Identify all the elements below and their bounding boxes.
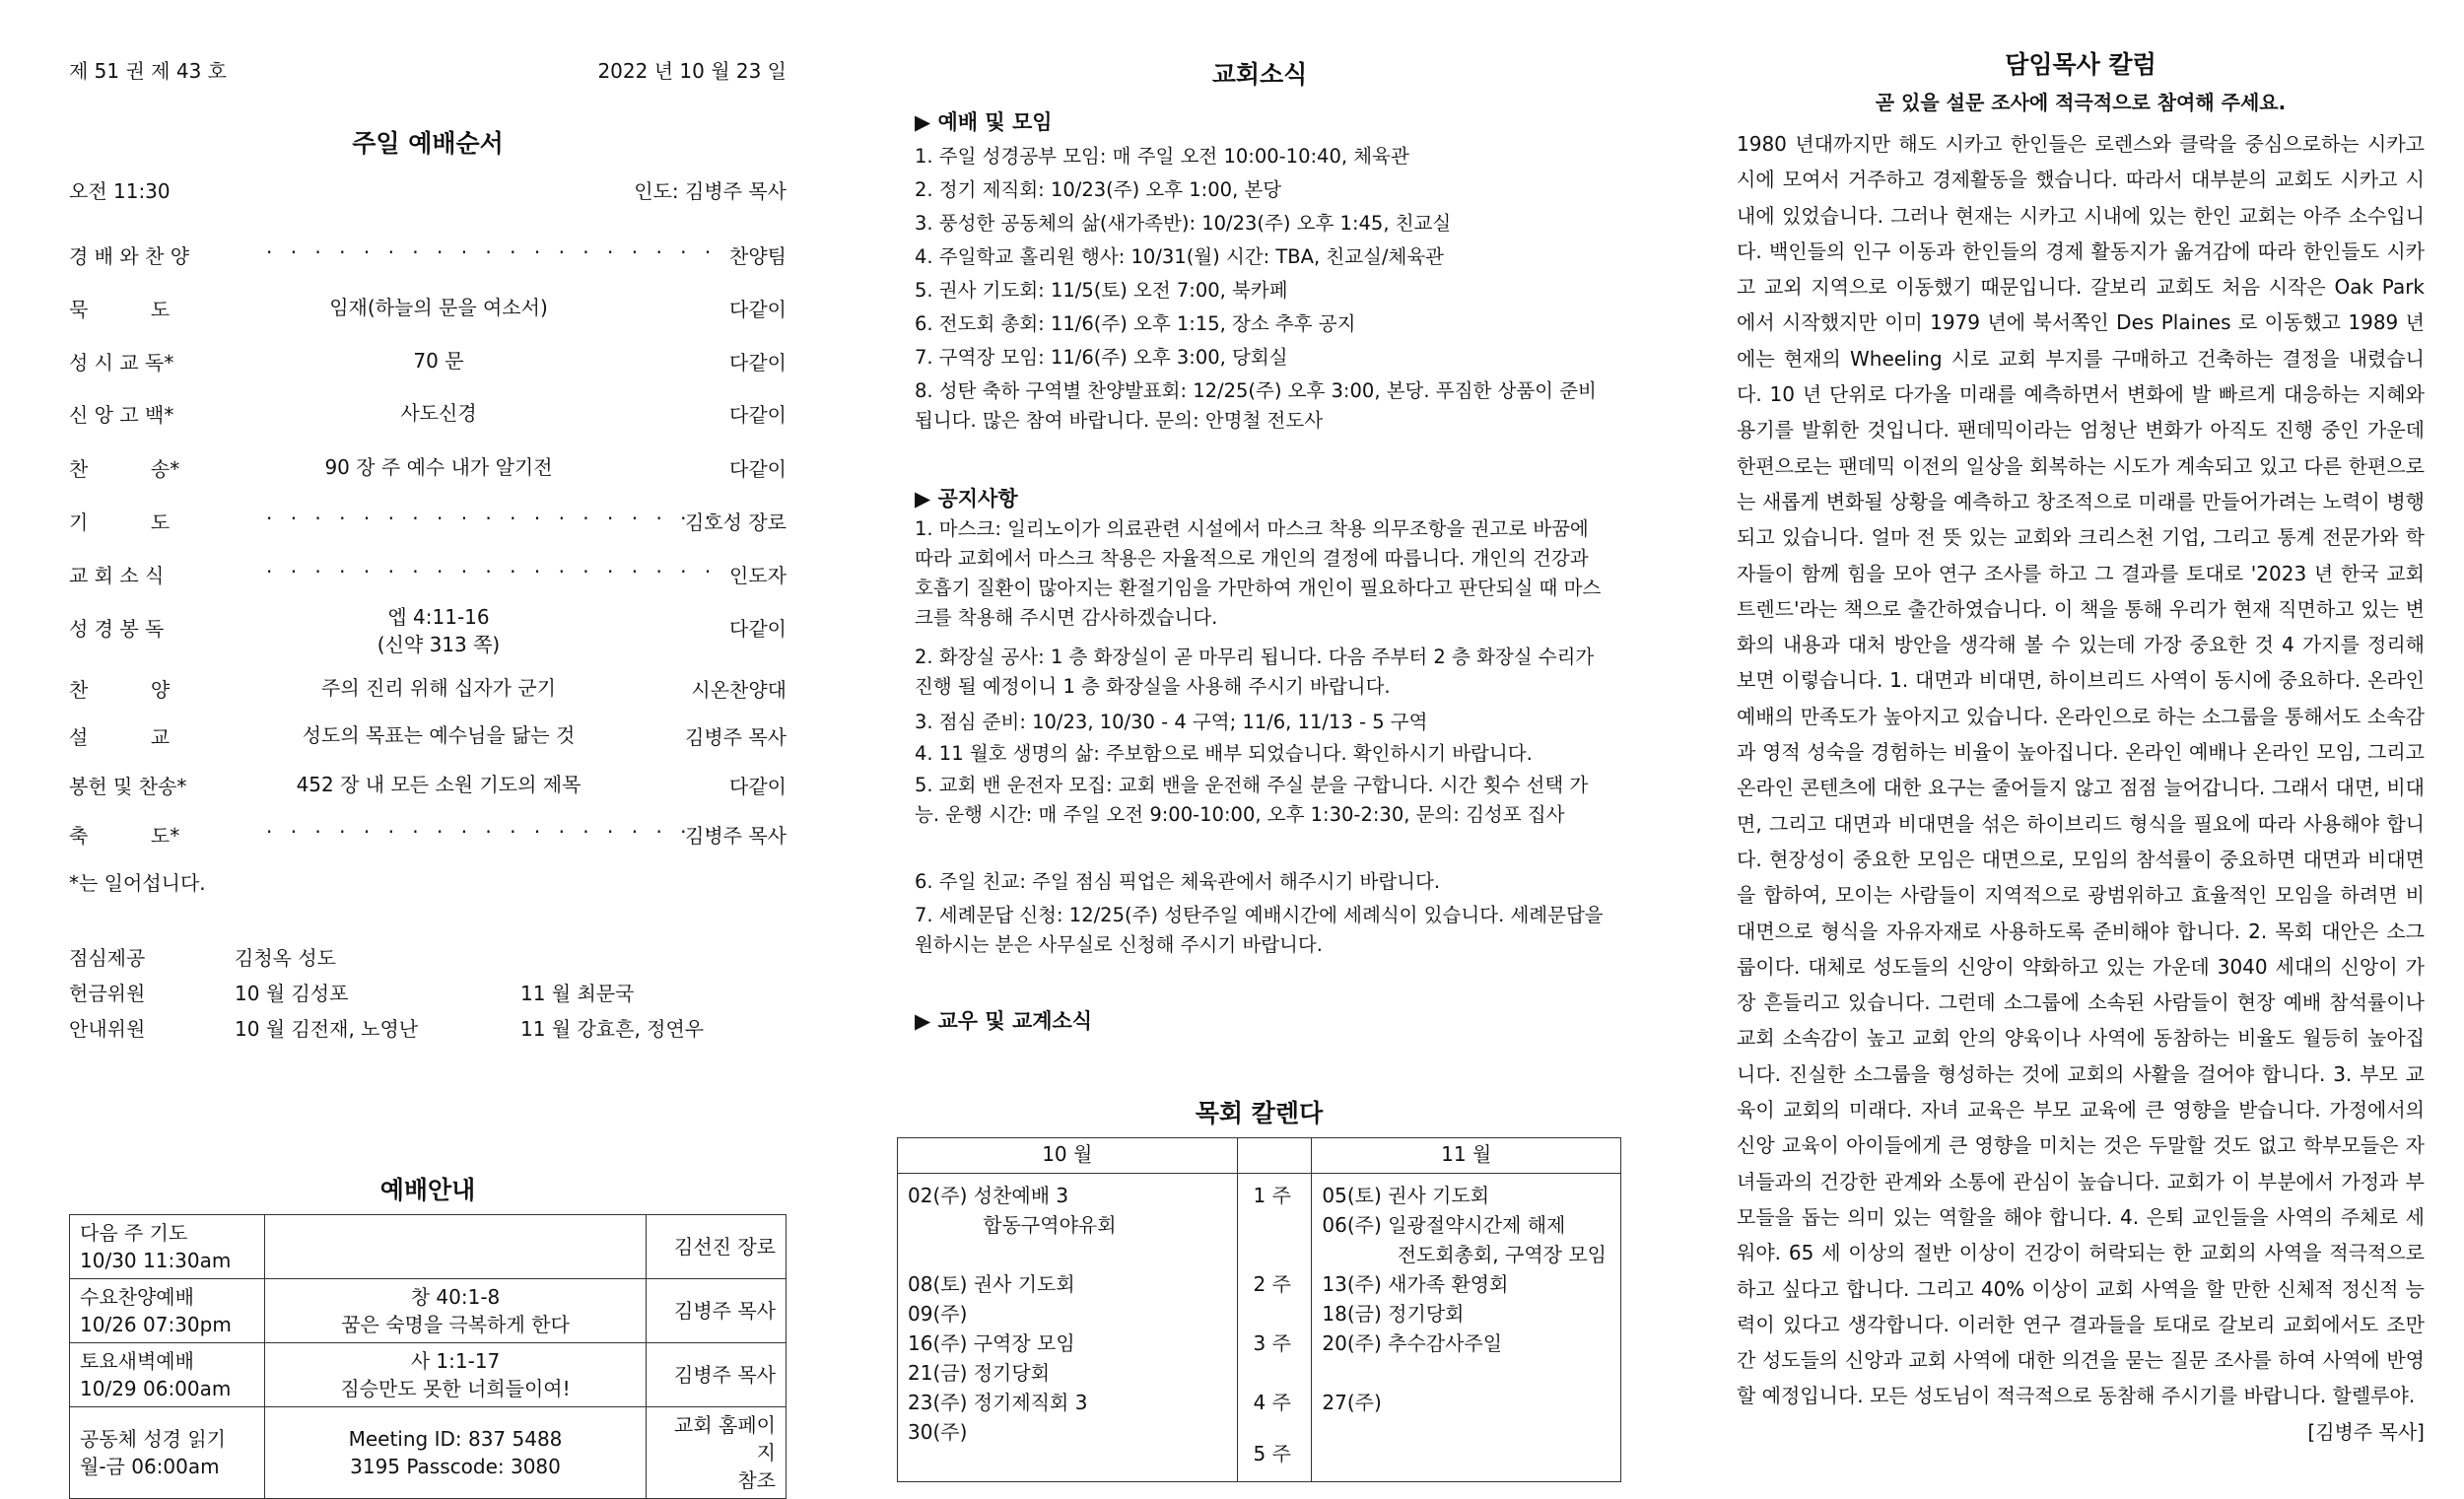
staff-oct: 10 월 김전재, 노영난 [235,1017,419,1041]
worship-item-content-line: 성도의 목표는 예수님을 닮는 것 [302,723,576,747]
worship-item-name: 봉헌 및 찬송* [69,775,187,798]
volume-number: 제 51 권 제 43 호 [69,59,227,83]
service-name: 다음 주 기도 [80,1221,188,1245]
worship-item-person: 다같이 [729,775,787,798]
staff-role: 안내위원 [69,1017,146,1041]
worship-item [69,240,787,280]
staff-row [69,942,759,974]
staff-nov: 11 월 최문국 [520,982,635,1005]
worship-info-table [69,1214,787,1499]
worship-item-person: 인도자 [729,564,787,587]
news-item: 4. 11 월호 생명의 삶: 주보함으로 배부 되었습니다. 확인하시기 바랍니다. [915,742,1533,765]
info-person: 김선진 장로 [674,1235,776,1259]
worship-info-person [647,1279,787,1343]
pastor-column-text: 1980 년대까지만 해도 시카고 한인들은 로렌스와 클락을 중심으로하는 시카고시에 모여서 거주하고 경제활동을 했습니다. 따라서 대부분의 교회도 시카고 시내에 있었습니다. 그러나 현재는 시카고 시내에 있는 한인 교회는 아주 소수입니다. 백인들의 인구 이동과 한인들의 경제 활동지가 옮겨감에 따라 한인들도 시카고 교외 지역으로 이동했기 때문입니다. 갈보리 교회도 처음 시작은 Oak Park 에서 시작했지만 이미 1979 년에 북서쪽인 Des Plaines 로 이동했고 1989 년에는 현재의 Wheeling 시로 교회 부지를 구매하고 건축하는 결정을 내렸습니다. 10 년 단위로 다가올 미래를 예측하면서 변화에 발 빠르게 대응하는 지혜와 용기를 발휘한 것입니다. 팬데믹이라는 엄청난 변화가 아직도 진행 중인 가운데 한편으로는 팬데믹 이전의 일상을 회복하는 시도가 계속되고 있고 다른 한편으로는 새롭게 변화될 상황을 예측하고 창조적으로 미래를 만들어가려는 노력이 병행되고 있습니다. 얼마 전 뜻 있는 교회와 크리스천 기업, 그리고 통계 전문가와 학자들이 함께 힘을 모아 연구 조사를 하고 그 결과를 토대로 '2023 년 한국 교회 트렌드'라는 책으로 출간하였습니다. 이 책을 통해 우리가 현재 직면하고 있는 변화의 내용과 대처 방안을 생각해 볼 수 있는데 가장 중요한 것 4 가지를 정리해 보면 이렇습니다. 1. 대면과 비대면, 하이브리드 사역이 동시에 중요하다. 온라인 예배의 만족도가 높아지고 있습니다. 온라인으로 하는 소그룹을 통해서도 소속감과 영적 성숙을 경험하는 비율이 높아집니다. 온라인 예배나 온라인 모임, 그리고 온라인 콘텐츠에 대한 요구는 줄어들지 않고 점점 늘어갑니다. 그래서 대면, 비대면, 그리고 대면과 비대면을 섞은 하이브리드 형식을 필요에 따라 사용해야 합니다. 현장성이 중요한 모임은 대면으로, 모임의 참석률이 중요하면 대면과 비대면을 합하여, 모이는 사람들이 지역적으로 광범위하고 효율적인 모임을 하려면 비대면으로 형식을 자유자재로 사용하도록 준비해야 합니다. 2. 목회 대안은 소그룹이다. 대체로 성도들의 신앙이 약화하고 있는 가운데 3040 세대의 신앙이 가장 흔들리고 있습니다. 그런데 소그룹에 소속된 사람들이 현장 예배 참석률이나 교회 소속감이 높고 교회 안의 양육이나 사역에 동참하는 비율도 월등히 높아집니다. 진실한 소그룹을 형성하는 것에 교회의 사활을 걸어야 합니다. 3. 부모 교육이 교회의 미래다. 자녀 교육은 부모 교육에 큰 영향을 받습니다. 가정에서의 신앙 교육이 아이들에게 큰 영향을 미치는 것은 두말할 것도 없고 학부모들은 자녀들과의 건강한 관계와 소통에 관심이 높습니다. 교회가 이 부분에서 가정과 부모들을 돕는 의미 있는 역할을 해야 합니다. 4. 은퇴 교인들을 사역의 주체로 세워야. 65 세 이상의 절반 이상이 건강이 허락되는 한 교회의 사역을 적극적으로 하고 싶다고 합니다. 그리고 40% 이상이 교회 사역을 할 만한 신체적 정신적 능력이 있다고 생각합니다. 이러한 연구 결과들을 토대로 갈보리 교회에서도 조만간 성도들의 신앙과 교회 사역에 대한 의견을 묻는 질문 조사를 하여 사역에 반영할 예정입니다. 모든 성도님이 적극적으로 동참해 주시기를 바랍니다. 할렐루야. [1737,132,2425,1408]
worship-item-person: 시온찬양대 [691,678,787,702]
staff-oct: 10 월 김성포 [235,982,349,1005]
worship-info-person [647,1407,787,1499]
worship-info-text [264,1279,646,1343]
bulletin-date: 2022 년 10 월 23 일 [597,59,787,83]
info-line: 사 1:1-17 [410,1349,501,1373]
worship-info-service [70,1279,265,1343]
worship-info-row [70,1279,787,1343]
service-datetime: 10/29 06:00am [80,1377,232,1400]
calendar-title: 목회 칼렌다 [1195,1099,1324,1127]
news-item: 3. 풍성한 공동체의 삶(새가족반): 10/23(주) 오후 1:45, 친교실 [915,212,1452,235]
info-line: 꿈은 숙명을 극복하게 한다 [341,1313,570,1336]
calendar-event: 02(주) 성찬예배 3 [908,1184,1069,1207]
worship-item-person: 다같이 [729,457,787,481]
worship-item [69,605,787,656]
worship-item-content [227,721,650,749]
news-item: 6. 전도회 총회: 11/6(주) 오후 1:15, 장소 추후 공지 [915,312,1356,335]
church-news-title: 교회소식 [1211,60,1308,89]
worship-item [69,674,787,714]
section-heading-members: ▶ 교우 및 교계소식 [915,1009,1093,1033]
info-person: 김병주 목사 [674,1299,776,1323]
calendar-event: 27(주) [1322,1391,1382,1414]
worship-item-name: 성 시 교 독* [69,351,174,375]
news-item: 4. 주일학교 홀리원 행사: 10/31(월) 시간: TBA, 친교실/체육관 [915,245,1445,268]
staff-row [69,978,759,1009]
worship-info-service [70,1215,265,1279]
calendar-week-label: 4 주 [1253,1391,1291,1414]
news-item: 5. 교회 밴 운전자 모집: 교회 밴을 운전해 주실 분을 구합니다. 시간 횟수 선택 가능. 운행 시간: 매 주일 오전 9:00-10:00, 오후 1:30-2:30, 문의: 김성포 집사 [915,774,1589,826]
worship-item-name: 기 도 [69,511,171,534]
section-heading-worship: ▶ 예배 및 모임 [915,110,1053,134]
info-line: 3195 Passcode: 3080 [350,1455,561,1478]
leader-dots: · · · · · · · · · · · · · · · · · · · [266,240,718,264]
news-item: 7. 구역장 모임: 11/6(주) 오후 3:00, 당회실 [915,346,1288,369]
worship-item-name: 경 배 와 찬 양 [69,244,190,268]
calendar-event: 합동구역야유회 [908,1213,1117,1237]
worship-item-name: 설 교 [69,725,171,749]
worship-item [69,721,787,761]
info-line: Meeting ID: 837 5488 [348,1427,563,1451]
calendar-oct-events [898,1174,1237,1481]
info-person: 교회 홈페이지 [674,1413,776,1465]
worship-item [69,820,787,859]
worship-item-content-line: 주의 진리 위해 십자가 군기 [321,676,556,700]
service-datetime: 10/26 07:30pm [80,1313,232,1336]
info-line: 짐승만도 못한 너희들이여! [340,1377,571,1400]
worship-item-content-line: 70 문 [413,349,464,373]
calendar-event: 20(주) 추수감사주일 [1322,1331,1503,1355]
staff-oct: 김청옥 성도 [235,946,336,970]
worship-item-content-line: 452 장 내 모든 소원 기도의 제목 [296,773,582,796]
service-leader: 인도: 김병주 목사 [634,179,787,203]
news-item: 1. 마스크: 일리노이가 의료관련 시설에서 마스크 착용 의무조항을 권고로 바꿈에 따라 교회에서 마스크 착용은 자율적으로 개인의 결정에 따릅니다. 개인의 건강과 호흡기 질환이 많아지는 환절기임을 가만하여 개인이 필요하다고 판단되실 때 마스크를 착용해 주시면 감사하겠습니다. [915,517,1602,629]
calendar-event: 전도회총회, 구역장 모임 [1322,1243,1607,1266]
worship-item-name: 성 경 봉 독 [69,617,165,641]
worship-item-content [227,771,650,798]
calendar-event: 23(주) 정기제직회 3 [908,1391,1088,1414]
calendar-week-label: 2 주 [1253,1272,1291,1296]
calendar-event: 06(주) 일광절약시간제 해제 [1322,1213,1566,1237]
service-name: 토요새벽예배 [80,1349,194,1373]
worship-item-name: 교 회 소 식 [69,564,165,587]
worship-item-person: 찬양팀 [729,244,787,268]
news-item: 2. 정기 제직회: 10/23(주) 오후 1:00, 본당 [915,178,1282,201]
calendar-week-label: 5 주 [1253,1442,1291,1465]
calendar-event: 08(토) 권사 기도회 [908,1272,1075,1296]
leader-dots: · · · · · · · · · · · · · · · · · · · [266,560,718,583]
worship-info-service [70,1343,265,1407]
news-item: 5. 권사 기도회: 11/5(토) 오전 7:00, 북카페 [915,279,1288,302]
worship-item-content-line: 엡 4:11-16 [387,605,490,629]
worship-info-row [70,1343,787,1407]
calendar-week-label: 3 주 [1253,1331,1291,1355]
worship-item-content-line: 사도신경 [400,401,477,425]
pastor-column-subtitle: 곧 있을 설문 조사에 적극적으로 참여해 주세요. [1875,91,2287,114]
worship-item [69,560,787,599]
info-person-extra: 참조 [737,1468,776,1492]
leader-dots: · · · · · · · · · · · · · · · · · · · [266,820,718,844]
worship-item-person: 김병주 목사 [685,824,787,848]
service-datetime: 월-금 06:00am [80,1455,220,1478]
news-item: 7. 세례문답 신청: 12/25(주) 성탄주일 예배시간에 세례식이 있습니다. 세례문답을 원하시는 분은 사무실로 신청해 주시기 바랍니다. [915,904,1604,956]
worship-info-person [647,1343,787,1407]
calendar-week-label: 1 주 [1253,1184,1291,1207]
worship-info-text [264,1215,646,1279]
worship-item [69,347,787,386]
news-item: 8. 성탄 축하 구역별 찬양발표회: 12/25(주) 오후 3:00, 본당. 푸짐한 상품이 준비됩니다. 많은 참여 바랍니다. 문의: 안명철 전도사 [915,379,1597,432]
pastor-column-title: 담임목사 칼럼 [2005,50,2156,79]
worship-item-name: 찬 양 [69,678,171,702]
order-of-worship-title: 주일 예배순서 [352,129,504,158]
worship-info-title: 예배안내 [379,1176,476,1204]
worship-item-content [227,399,650,427]
pastor-column-signature: [김병주 목사] [2307,1419,2425,1444]
worship-item-person: 김병주 목사 [685,725,787,749]
staff-nov: 11 월 강효흔, 정연우 [520,1017,705,1041]
calendar-event: 16(주) 구역장 모임 [908,1331,1075,1355]
worship-item [69,771,787,810]
leader-dots: · · · · · · · · · · · · · · · · · · · [266,507,718,530]
worship-item [69,507,787,546]
service-name: 수요찬양예배 [80,1285,194,1309]
calendar-event: 30(주) [908,1420,968,1444]
calendar-event: 21(금) 정기당회 [908,1361,1051,1385]
info-person: 김병주 목사 [674,1363,776,1387]
worship-item-person: 다같이 [729,298,787,321]
calendar-oct-header: 10 월 [898,1138,1238,1174]
staff-row [69,1013,759,1045]
worship-item-content-line: 임재(하늘의 문을 여소서) [329,296,548,319]
info-line: 창 40:1-8 [410,1285,501,1309]
news-item: 2. 화장실 공사: 1 층 화장실이 곧 마무리 됩니다. 다음 주부터 2 층 화장실 수리가 진행 될 예정이니 1 층 화장실을 사용해 주시기 바랍니다. [915,646,1595,698]
worship-info-text [264,1343,646,1407]
worship-item [69,453,787,493]
news-item: 6. 주일 친교: 주일 점심 픽업은 체육관에서 해주시기 바랍니다. [915,870,1441,893]
calendar-nov-header: 11 월 [1312,1138,1621,1174]
worship-item-content [227,674,650,702]
section-heading-notices: ▶ 공지사항 [915,487,1018,511]
worship-info-row [70,1215,787,1279]
news-item: 3. 점심 준비: 10/23, 10/30 - 4 구역; 11/6, 11/13 - 5 구역 [915,711,1428,733]
service-time: 오전 11:30 [69,179,171,203]
worship-item-content [227,347,650,375]
service-name: 공동체 성경 읽기 [80,1427,226,1451]
calendar-event: 13(주) 새가족 환영회 [1322,1272,1509,1296]
worship-item-name: 축 도* [69,824,180,848]
worship-item-name: 신 앙 고 백* [69,403,174,427]
worship-item-content [227,453,650,481]
worship-item-name: 묵 도 [69,298,171,321]
calendar-weeks [1238,1174,1312,1481]
calendar-week-header [1237,1138,1312,1174]
worship-item-content-line: 90 장 주 예수 내가 알기전 [324,455,553,479]
standing-note: *는 일어섭니다. [69,871,206,895]
pastor-column-body [1737,126,2425,1450]
staff-role: 점심제공 [69,946,146,970]
worship-item-person: 다같이 [729,403,787,427]
worship-item [69,294,787,333]
worship-item-content [227,294,650,321]
worship-item-person: 다같이 [729,617,787,641]
calendar-event: 05(토) 권사 기도회 [1322,1184,1490,1207]
worship-info-person [647,1215,787,1279]
worship-item-content-line: (신약 313 쪽) [376,633,501,656]
calendar-nov-events [1312,1174,1620,1481]
calendar-event: 09(주) [908,1302,968,1326]
pastoral-calendar [897,1137,1621,1482]
worship-item-content [227,603,650,658]
calendar-event: 18(금) 정기당회 [1322,1302,1465,1326]
worship-info-text [264,1407,646,1499]
staff-role: 헌금위원 [69,982,146,1005]
worship-item-person: 다같이 [729,351,787,375]
worship-info-row [70,1407,787,1499]
worship-item-name: 찬 송* [69,457,180,481]
worship-item [69,399,787,439]
service-datetime: 10/30 11:30am [80,1249,232,1272]
worship-item-person: 김호성 장로 [685,511,787,534]
worship-info-service [70,1407,265,1499]
news-item: 1. 주일 성경공부 모임: 매 주일 오전 10:00-10:40, 체육관 [915,145,1409,168]
